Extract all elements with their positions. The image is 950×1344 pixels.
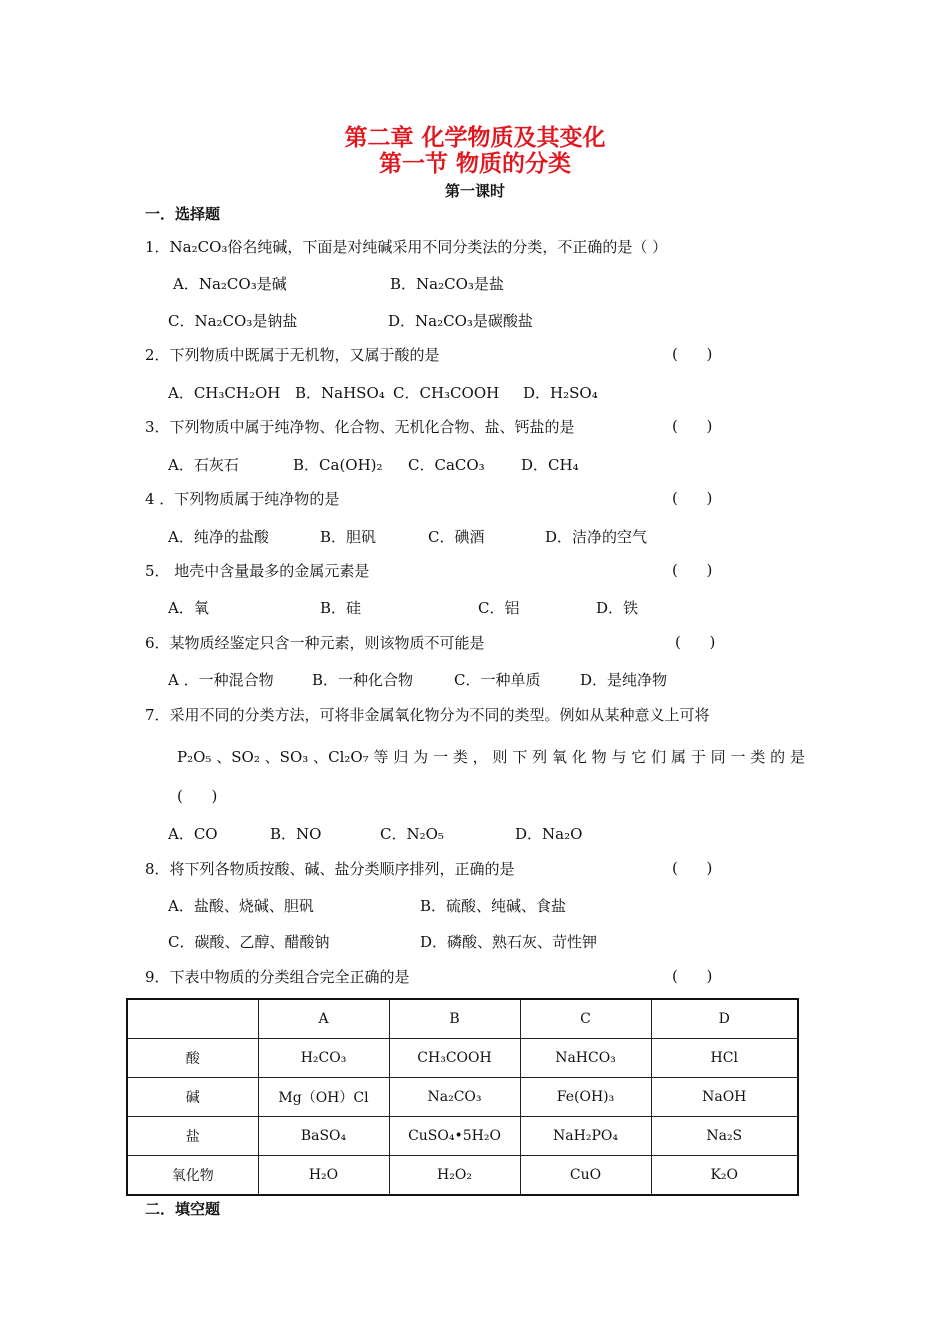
q2-option-c: C．CH₃COOH (393, 384, 500, 402)
table-cell: K₂O (651, 1156, 798, 1196)
question-6: 6．某物质经鉴定只含一种元素，则该物质不可能是 (145, 634, 485, 652)
q6-answer-blank: ( ) (675, 633, 716, 651)
question-7-line-1: 7．采用不同的分类方法，可将非金属氧化物分为不同的类型。例如从某种意义上可将 (145, 706, 710, 724)
q9-answer-blank: ( ) (672, 967, 713, 985)
q7-option-a: A．CO (168, 825, 218, 843)
table-cell: NaOH (651, 1078, 798, 1117)
table-header-row (127, 999, 798, 1039)
table-cell: H₂O (258, 1156, 389, 1196)
q1-option-c: C．Na₂CO₃是钠盐 (168, 312, 298, 330)
classification-table (126, 998, 799, 1196)
section-title: 第一节 物质的分类 (378, 151, 571, 177)
table-cell: Fe(OH)₃ (520, 1078, 651, 1117)
q8-option-d: D．磷酸、熟石灰、苛性钾 (420, 933, 598, 951)
q6-option-c: C．一种单质 (454, 671, 541, 689)
q2-option-a: A．CH₃CH₂OH (168, 384, 281, 402)
table-cell: NaHCO₃ (520, 1039, 651, 1078)
q8-answer-blank: ( ) (672, 859, 713, 877)
q3-option-c: C．CaCO₃ (408, 456, 485, 474)
q2-option-b: B．NaHSO₄ (295, 384, 385, 402)
q4-option-a: A．纯净的盐酸 (168, 528, 269, 546)
q8-option-a: A．盐酸、烧碱、胆矾 (168, 897, 314, 915)
q5-option-d: D．铁 (596, 599, 639, 617)
table-cell: Na₂CO₃ (389, 1078, 520, 1117)
q7-option-d: D．Na₂O (515, 825, 583, 843)
table-cell: Mg（OH）Cl (258, 1078, 389, 1117)
q6-option-d: D．是纯净物 (580, 671, 668, 689)
table-header-cell: A (258, 999, 389, 1039)
q7-option-b: B．NO (270, 825, 322, 843)
question-7-line-2: P₂O₅ 、SO₂ 、SO₃ 、Cl₂O₇ 等 归 为 一 类 ， 则 下 列 氧 化 物 与 它 们 属 于 同 一 类 的 是 (177, 748, 805, 766)
table-cell: Na₂S (651, 1117, 798, 1156)
q1-option-b: B．Na₂CO₃是盐 (390, 275, 504, 293)
table-cell: CuO (520, 1156, 651, 1196)
table-row (127, 1117, 798, 1156)
table-row (127, 1039, 798, 1078)
q3-option-d: D．CH₄ (521, 456, 579, 474)
chapter-title: 第二章 化学物质及其变化 (344, 125, 606, 151)
table-header-cell: B (389, 999, 520, 1039)
table-header-cell (127, 999, 258, 1039)
question-9: 9．下表中物质的分类组合完全正确的是 (145, 968, 410, 986)
table-row (127, 1156, 798, 1196)
question-4: 4 ．下列物质属于纯净物的是 (145, 490, 340, 508)
question-3: 3．下列物质中属于纯净物、化合物、无机化合物、盐、钙盐的是 (145, 418, 575, 436)
table-cell: HCl (651, 1039, 798, 1078)
table-row (127, 1078, 798, 1117)
question-2: 2．下列物质中既属于无机物，又属于酸的是 (145, 346, 440, 364)
q4-option-c: C．碘酒 (428, 528, 485, 546)
table-cell: NaH₂PO₄ (520, 1117, 651, 1156)
row-label: 酸 (127, 1039, 258, 1078)
q6-option-a: A ．一种混合物 (168, 671, 274, 689)
q3-answer-blank: ( ) (672, 417, 713, 435)
row-label: 氧化物 (127, 1156, 258, 1196)
table-header-cell: D (651, 999, 798, 1039)
question-7-line-3: ( ) (177, 787, 218, 805)
table-header-cell: C (520, 999, 651, 1039)
table-cell: CH₃COOH (389, 1039, 520, 1078)
table-cell: BaSO₄ (258, 1117, 389, 1156)
lesson-label: 第一课时 (444, 182, 505, 200)
section-multiple-choice: 一．选择题 (145, 205, 221, 223)
q1-option-d: D．Na₂CO₃是碳酸盐 (388, 312, 533, 330)
q2-answer-blank: ( ) (672, 345, 713, 363)
q5-answer-blank: ( ) (672, 561, 713, 579)
q8-option-c: C．碳酸、乙醇、醋酸钠 (168, 933, 330, 951)
q4-option-b: B．胆矾 (320, 528, 377, 546)
table-cell: H₂O₂ (389, 1156, 520, 1196)
q5-option-b: B．硅 (320, 599, 362, 617)
row-label: 盐 (127, 1117, 258, 1156)
q8-option-b: B．硫酸、纯碱、食盐 (420, 897, 567, 915)
section-fill-in-blank: 二．填空题 (145, 1200, 221, 1218)
question-1: 1．Na₂CO₃俗名纯碱，下面是对纯碱采用不同分类法的分类，不正确的是（ ） (145, 238, 668, 256)
q6-option-b: B．一种化合物 (312, 671, 414, 689)
table-cell: H₂CO₃ (258, 1039, 389, 1078)
q5-option-c: C．铝 (478, 599, 520, 617)
q3-option-a: A．石灰石 (168, 456, 239, 474)
table-cell: CuSO₄•5H₂O (389, 1117, 520, 1156)
question-5: 5． 地壳中含量最多的金属元素是 (145, 562, 370, 580)
q5-option-a: A．氧 (168, 599, 209, 617)
q4-option-d: D．洁净的空气 (545, 528, 648, 546)
row-label: 碱 (127, 1078, 258, 1117)
q2-option-d: D．H₂SO₄ (523, 384, 598, 402)
q3-option-b: B．Ca(OH)₂ (293, 456, 383, 474)
q4-answer-blank: ( ) (672, 489, 713, 507)
q7-option-c: C．N₂O₅ (380, 825, 444, 843)
question-8: 8．将下列各物质按酸、碱、盐分类顺序排列，正确的是 (145, 860, 515, 878)
q1-option-a: A．Na₂CO₃是碱 (173, 275, 287, 293)
